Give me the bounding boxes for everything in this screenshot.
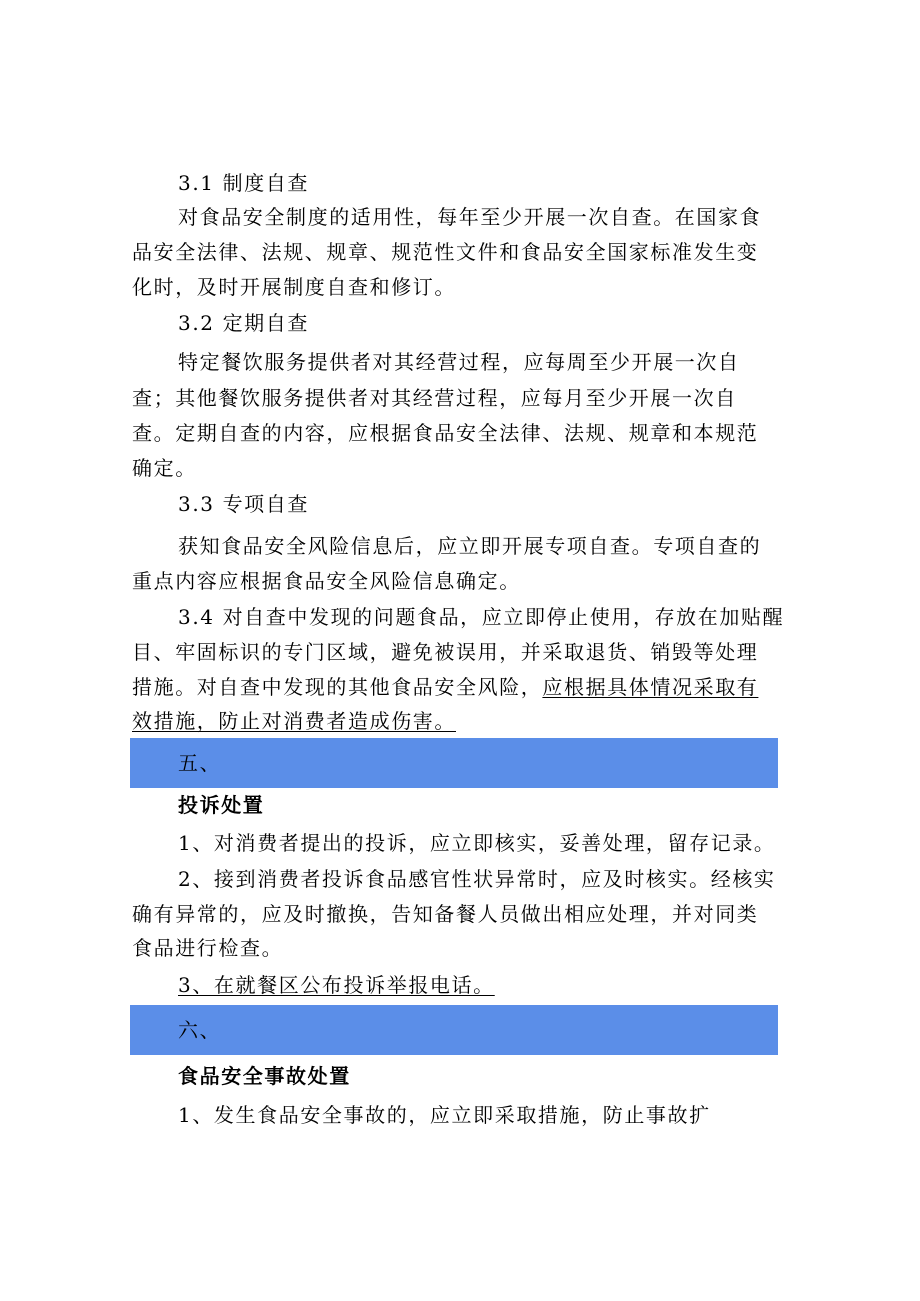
- underlined-text: 应根据具体情况采取有: [542, 675, 759, 699]
- band-label: 五、: [178, 751, 222, 775]
- section-heading-3-1: 3.1 制度自查: [178, 171, 309, 195]
- section-band-five: [130, 738, 778, 788]
- paragraph-line: 重点内容应根据食品安全风险信息确定。: [132, 569, 521, 593]
- paragraph-line: 品安全法律、法规、规章、规范性文件和食品安全国家标准发生变: [132, 240, 759, 264]
- list-item: 2、接到消费者投诉食品感官性状异常时，应及时核实。经核实: [178, 867, 776, 891]
- paragraph-line: 查；其他餐饮服务提供者对其经营过程，应每月至少开展一次自: [132, 386, 737, 410]
- paragraph-line: 确定。: [132, 456, 197, 480]
- paragraph-line: 化时，及时开展制度自查和修订。: [132, 275, 456, 299]
- paragraph-line: 对食品安全制度的适用性，每年至少开展一次自查。在国家食: [178, 205, 762, 229]
- paragraph-line: 目、牢固标识的专门区域，避免被误用，并采取退货、销毁等处理: [132, 640, 759, 664]
- paragraph-line: [132, 670, 758, 704]
- underlined-paragraph-line: 效措施，防止对消费者造成伤害。: [132, 709, 456, 733]
- paragraph-line: 获知食品安全风险信息后，应立即开展专项自查。专项自查的: [178, 534, 762, 558]
- paragraph-line: 食品进行检查。: [132, 936, 284, 960]
- list-item-underlined: 3、在就餐区公布投诉举报电话。: [178, 973, 495, 997]
- section-title-complaints: 投诉处置: [178, 793, 265, 817]
- section-heading-3-2: 3.2 定期自查: [178, 311, 309, 335]
- paragraph-text: 措施。对自查中发现的其他食品安全风险，: [132, 675, 543, 699]
- list-item: 1、发生食品安全事故的，应立即采取措施，防止事故扩: [178, 1103, 711, 1127]
- list-item: 1、对消费者提出的投诉，应立即核实，妥善处理，留存记录。: [178, 831, 776, 855]
- band-label: 六、: [178, 1018, 222, 1042]
- paragraph-line: 确有异常的，应及时撤换，告知备餐人员做出相应处理，并对同类: [132, 902, 759, 926]
- paragraph-line: 3.4 对自查中发现的问题食品，应立即停止使用，存放在加贴醒: [178, 605, 785, 629]
- paragraph-line: 查。定期自查的内容，应根据食品安全法律、法规、规章和本规范: [132, 421, 759, 445]
- paragraph-line: 特定餐饮服务提供者对其经营过程，应每周至少开展一次自: [178, 350, 740, 374]
- section-heading-3-3: 3.3 专项自查: [178, 492, 309, 516]
- section-band-six: [130, 1005, 778, 1055]
- section-title-incident: 食品安全事故处置: [178, 1064, 351, 1088]
